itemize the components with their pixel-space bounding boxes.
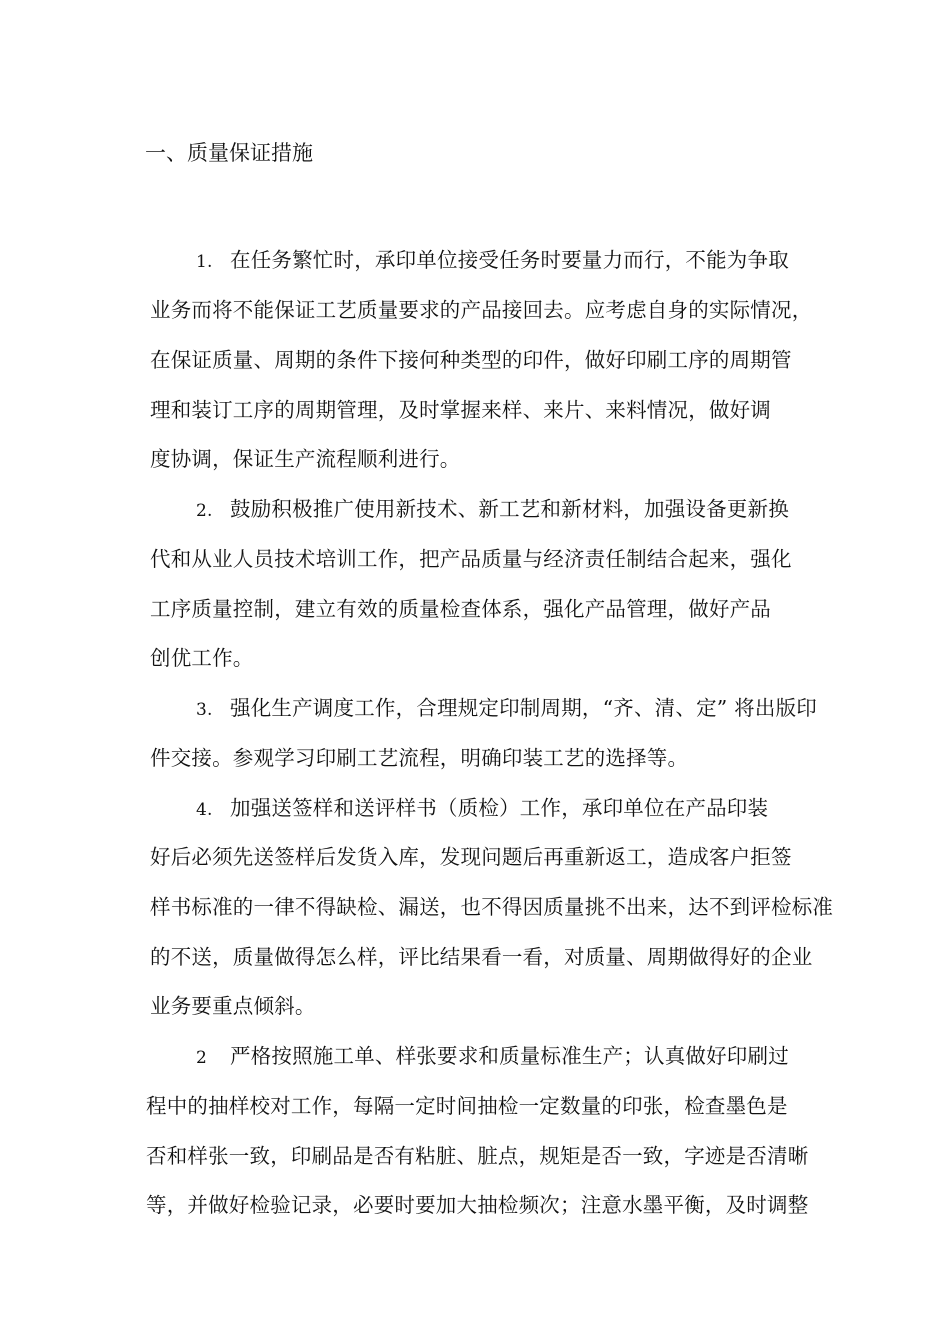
paragraph-3-line-1: 强化生产调度工作，合理规定印制周期，“齐、清、定” 将出版印	[230, 696, 817, 720]
paragraph-4-line-2: 好后必须先送签样后发货入库，发现问题后再重新返工，造成客户拒签	[150, 845, 792, 869]
paragraph-5-line-3: 否和样张一致，印刷品是否有粘脏、脏点，规矩是否一致，字迹是否清晰	[146, 1144, 809, 1168]
paragraph-1-line-4: 理和装订工序的周期管理，及时掌握来样、来片、来料情况，做好调	[150, 398, 771, 422]
paragraph-5-number: 2	[196, 1048, 208, 1068]
paragraph-2-number: 2.	[196, 501, 213, 521]
paragraph-2-line-3: 工序质量控制，建立有效的质量检查体系，强化产品管理，做好产品	[150, 597, 771, 621]
paragraph-3-number: 3.	[196, 700, 213, 720]
section-heading: 一、质量保证措施	[145, 141, 313, 165]
paragraph-5-line-4: 等，并做好检验记录，必要时要加大抽检频次；注意水墨平衡，及时调整	[146, 1193, 809, 1217]
paragraph-1-line-1: 在任务繁忙时，承印单位接受任务时要量力而行，不能为争取	[230, 248, 789, 272]
paragraph-2-line-4: 创优工作。	[150, 646, 254, 670]
paragraph-3-first-line	[196, 692, 817, 726]
paragraph-2-line-2: 代和从业人员技术培训工作，把产品质量与经济责任制结合起来，强化	[150, 547, 792, 571]
paragraph-5-line-2: 程中的抽样校对工作，每隔一定时间抽检一定数量的印张，检查墨色是	[146, 1094, 788, 1118]
paragraph-1-line-5: 度协调，保证生产流程顺利进行。	[150, 447, 461, 471]
paragraph-2-line-1: 鼓励积极推广使用新技术、新工艺和新材料，加强设备更新换	[230, 497, 789, 521]
paragraph-1-line-3: 在保证质量、周期的条件下接何种类型的印件，做好印刷工序的周期管	[150, 348, 792, 372]
paragraph-2-first-line	[196, 493, 789, 527]
paragraph-5-line-1: 严格按照施工单、样张要求和质量标准生产；认真做好印刷过	[230, 1044, 789, 1068]
paragraph-4-first-line	[196, 792, 768, 826]
paragraph-1-first-line	[196, 244, 789, 278]
paragraph-5-first-line	[196, 1040, 789, 1074]
paragraph-4-number: 4.	[196, 800, 213, 820]
paragraph-1-number: 1.	[196, 252, 213, 272]
paragraph-4-line-4: 的不送，质量做得怎么样，评比结果看一看，对质量、周期做得好的企业	[150, 945, 813, 969]
paragraph-3-line-2: 件交接。参观学习印刷工艺流程，明确印装工艺的选择等。	[150, 746, 689, 770]
paragraph-4-line-3: 样书标准的一律不得缺检、漏送，也不得因质量挑不出来，达不到评检标准	[150, 895, 834, 919]
paragraph-4-line-1: 加强送签样和送评样书（质检）工作，承印单位在产品印装	[230, 796, 769, 820]
paragraph-4-line-5: 业务要重点倾斜。	[150, 994, 316, 1018]
paragraph-1-line-2: 业务而将不能保证工艺质量要求的产品接回去。应考虑自身的实际情况，	[150, 298, 813, 322]
